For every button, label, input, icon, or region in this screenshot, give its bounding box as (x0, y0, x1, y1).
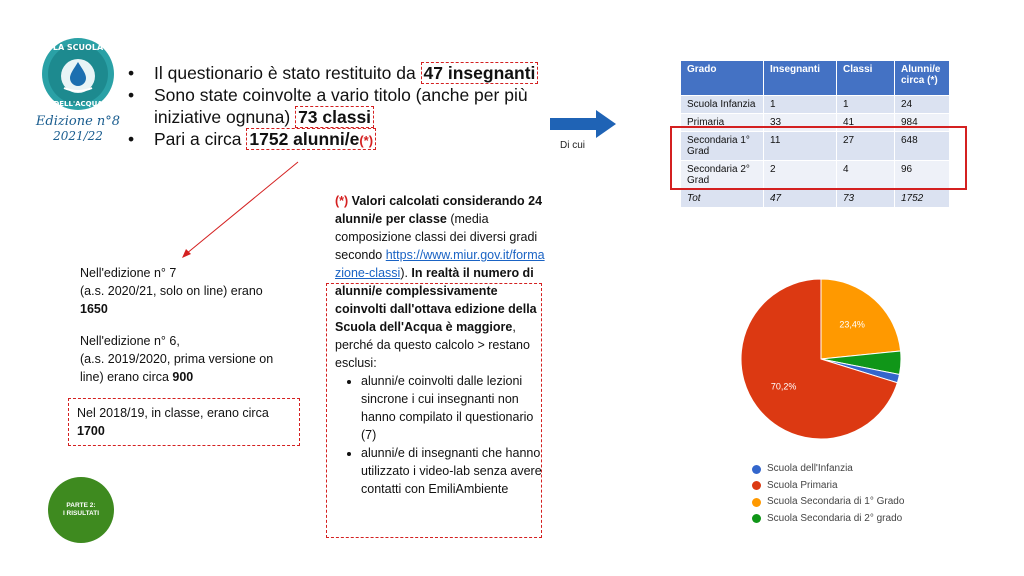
table-cell: 648 (895, 132, 950, 161)
table-cell: 11 (764, 132, 837, 161)
note-2018-19: Nel 2018/19, in classe, erano circa 1700 (68, 398, 300, 446)
footnote-text-part: (media composizione classi dei diversi gradi secondo (335, 212, 538, 262)
bullet-text: Sono state coinvolte a vario titolo (anche per più iniziative ognuna) (154, 85, 528, 127)
table-cell: Secondaria 1° Grad (681, 132, 764, 161)
summary-bullets (128, 62, 558, 152)
previous-editions-notes (80, 264, 300, 400)
section-badge (48, 477, 114, 543)
table-header: Insegnanti (764, 61, 837, 96)
edition-number: Edizione n°8 (35, 114, 121, 129)
table-cell: 1752 (895, 190, 950, 208)
list-item: • alunni/e coinvolti dalle lezioni sincrone i cui insegnanti non hanno compilato il questionario (7) (361, 372, 545, 444)
footnote-text (335, 192, 545, 498)
note-edition-6: Nell'edizione n° 6, (a.s. 2019/2020, prima versione on line) erano circa 900 (80, 334, 274, 384)
arrow-label: Di cui (560, 140, 586, 151)
bullet-text: Pari a circa (154, 129, 247, 149)
table-cell: Scuola Infanzia (681, 96, 764, 114)
legend-swatch (752, 465, 761, 474)
table-cell: 1 (764, 96, 837, 114)
legend-swatch (752, 481, 761, 490)
table-cell: 24 (895, 96, 950, 114)
pie-data-label: 70,2% (770, 381, 797, 392)
legend-swatch (752, 514, 761, 523)
badge-line: PARTE 2: (66, 502, 96, 509)
chart-legend (752, 461, 904, 527)
legend-label: Scuola Primaria (767, 479, 838, 491)
table-cell: 4 (837, 161, 895, 190)
table-header: Grado (681, 61, 764, 96)
students-count: 1752 alunni/e(*) (246, 128, 376, 150)
note-edition-7: Nell'edizione n° 7 (a.s. 2020/21, solo on line) erano 1650 (80, 266, 263, 316)
table-cell: Tot (681, 190, 764, 208)
table-cell: 96 (895, 161, 950, 190)
footnote-mark: (*) (359, 133, 374, 148)
table-cell: Primaria (681, 114, 764, 132)
legend-entry (752, 461, 904, 478)
table-cell: 2 (764, 161, 837, 190)
bullet-teachers: • Il questionario è stato restituito da 47 insegnanti (128, 62, 558, 84)
list-item: • alunni/e di insegnanti che hanno utilizzato i video-lab senza avere contatti con EmiliAmbiente (361, 444, 545, 498)
highlight-box (670, 126, 967, 190)
table-cell: 27 (837, 132, 895, 161)
bullet-classes: • Sono state coinvolte a vario titolo (anche per più iniziative ognuna) 73 classi (128, 85, 528, 127)
table-cell: 73 (837, 190, 895, 208)
pie-data-label: 23,4% (839, 319, 865, 330)
edition-label (28, 114, 128, 144)
footnote-text-part: ). (400, 266, 412, 280)
table-cell: 984 (895, 114, 950, 132)
classes-count: 73 classi (295, 106, 374, 128)
legend-label: Scuola Secondaria di 2° grado (767, 512, 903, 524)
legend-entry (752, 494, 904, 511)
svg-text:DELL'ACQUA: DELL'ACQUA (53, 100, 103, 108)
bullet-students: • Pari a circa 1752 alunni/e(*) (128, 128, 558, 152)
pie-chart (740, 278, 902, 440)
table-cell: 47 (764, 190, 837, 208)
table-header-row (681, 61, 950, 96)
legend-label: Scuola Secondaria di 1° Grado (767, 496, 905, 507)
footnote-bold: In realtà il numero di alunni/e complessivamente coinvolti dall'ottava edizione della Scuola dell'Acqua è maggiore (335, 266, 537, 334)
footnote-text-part: , perché da questo calcolo > restano esclusi: (335, 320, 530, 370)
scuola-acqua-logo (40, 36, 116, 112)
table-header: Classi (837, 61, 895, 96)
footnote-bold: Valori calcolati considerando 24 alunni/e per classe (335, 194, 543, 226)
bullet-text: Il questionario è stato restituito da (154, 63, 421, 83)
legend-entry (752, 511, 904, 528)
exclusions-list (335, 372, 545, 498)
table-cell: 1 (837, 96, 895, 114)
legend-entry (752, 478, 904, 495)
teachers-count: 47 insegnanti (421, 62, 539, 84)
table-cell: 41 (837, 114, 895, 132)
edition-year: 2021/22 (53, 129, 103, 143)
table-row-total (681, 190, 950, 208)
table-cell: 33 (764, 114, 837, 132)
miur-link[interactable]: https://www.miur.gov.it/formazione-classi (335, 248, 545, 280)
footnote-mark: (*) (335, 194, 349, 208)
svg-text:LA SCUOLA: LA SCUOLA (52, 43, 104, 52)
right-arrow-icon (550, 110, 616, 138)
table-header: Alunni/e circa (*) (895, 61, 950, 96)
table-cell: Secondaria 2° Grad (681, 161, 764, 190)
legend-label: Scuola dell'Infanzia (767, 463, 853, 474)
badge-line: I RISULTATI (62, 510, 100, 517)
table-row (681, 96, 950, 114)
legend-swatch (752, 498, 761, 507)
